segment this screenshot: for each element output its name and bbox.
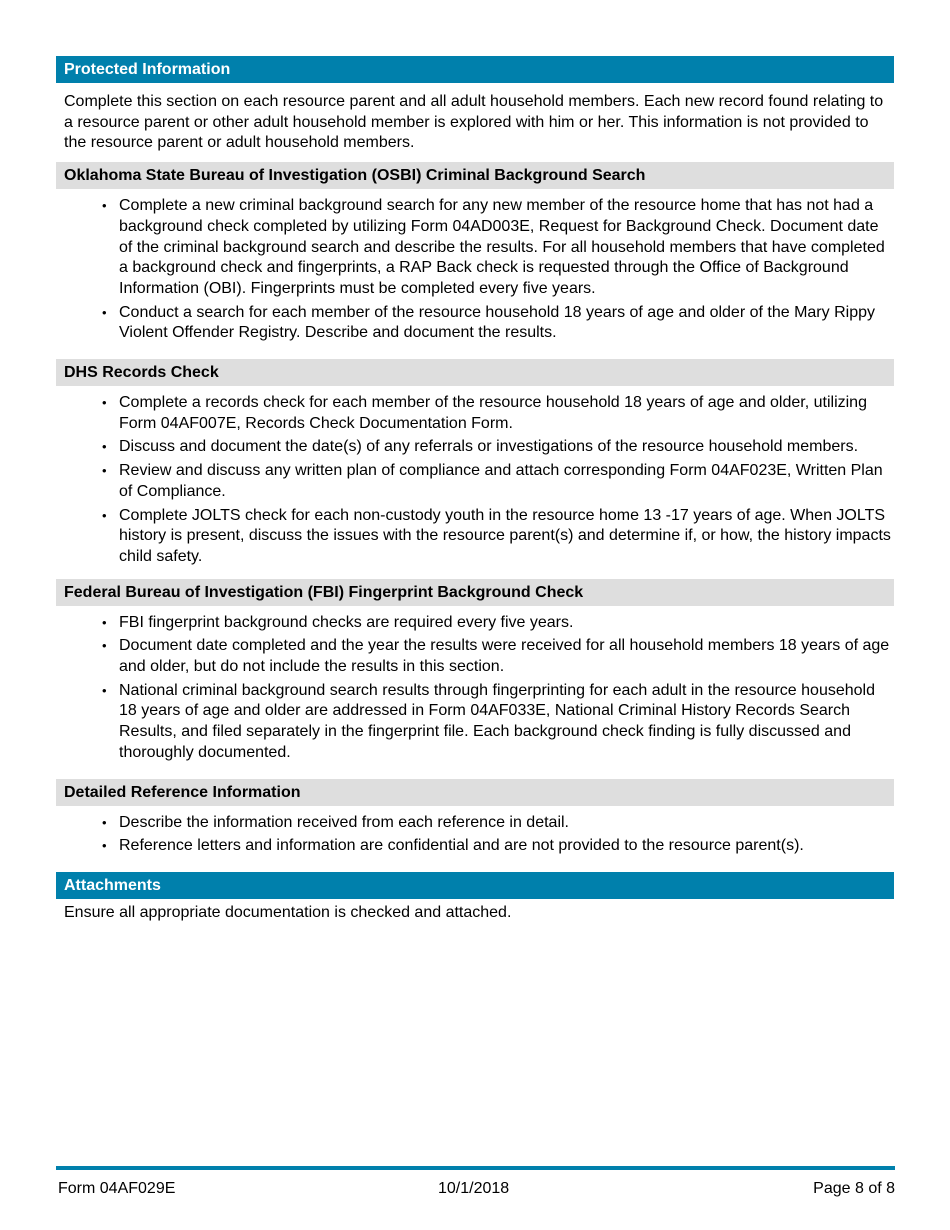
list-item: • Describe the information received from each reference in detail. — [119, 813, 894, 834]
bullet-icon: • — [102, 838, 107, 854]
list-item: • Complete a records check for each member of the resource household 18 years of age and older, utilizing Form 04AF007E, Records Check Documentation Form. — [102, 394, 867, 432]
bullet-icon: • — [102, 439, 107, 455]
list-item: • Complete a new criminal background search for any new member of the resource home that has not had a background check completed by utilizing Form 04AD003E, Request for Background Check. Document date of the criminal background search and describe the results. For all household members that have completed a background check and fingerprints, a RAP Back check is requested through the Office of Background Information (OBI). Fingerprints must be completed every five years. — [102, 197, 885, 297]
footer-divider — [56, 1166, 895, 1170]
list-item: • Document date completed and the year the results were received for all household members 18 years of age and older, but do not include the results in this section. — [102, 637, 890, 676]
subheader-dhs-records-check: DHS Records Check — [56, 359, 894, 386]
bullet-icon: • — [102, 395, 107, 411]
list-item: • Complete JOLTS check for each non-custody youth in the resource home 13 -17 years of age. When JOLTS history is present, discuss the issues with the resource parent(s) and determine if, or how, the history impacts child safety. — [102, 506, 891, 565]
protected-information-text: Complete this section on each resource parent and all adult household members. Each new record found relating to a resource parent or other adult household member is explored with him or her. This information is not provided to the resource parent or adult household members. — [64, 93, 884, 152]
list-item: • National criminal background search results through fingerprinting for each adult in the resource household 18 years of age and older are addressed in Form 04AF033E, National Criminal History Records Search Results, and filed separately in the fingerprint file. Each background check finding is fully discussed and thoroughly documented. — [102, 681, 875, 761]
reference-list — [56, 806, 894, 857]
list-item: • Reference letters and information are confidential and are not provided to the resource parent(s). — [119, 836, 894, 857]
bullet-icon: • — [102, 304, 107, 320]
bullet-icon: • — [102, 198, 107, 214]
footer-form-number: Form 04AF029E — [58, 1180, 176, 1197]
bullet-icon: • — [102, 463, 107, 479]
osbi-list — [56, 189, 894, 344]
bullet-icon: • — [102, 682, 107, 698]
subheader-osbi: Oklahoma State Bureau of Investigation (OSBI) Criminal Background Search — [56, 162, 894, 189]
subheader-fbi-fingerprint: Federal Bureau of Investigation (FBI) Fingerprint Background Check — [56, 579, 894, 606]
bullet-icon: • — [102, 814, 107, 830]
fbi-list — [56, 606, 894, 764]
attachments-text: Ensure all appropriate documentation is checked and attached. — [64, 903, 512, 921]
footer-page-number: Page 8 of 8 — [813, 1180, 895, 1197]
bullet-icon: • — [102, 638, 107, 654]
section-header-protected-information: Protected Information — [56, 56, 894, 83]
list-item: • Conduct a search for each member of the resource household 18 years of age and older of the Mary Rippy Violent Offender Registry. Describe and document the results. — [102, 303, 875, 342]
dhs-list — [56, 386, 894, 568]
bullet-icon: • — [102, 614, 107, 630]
footer-date: 10/1/2018 — [438, 1180, 510, 1197]
list-item: • Discuss and document the date(s) of any referrals or investigations of the resource household members. — [119, 437, 894, 458]
subheader-detailed-reference: Detailed Reference Information — [56, 779, 894, 806]
section-header-attachments: Attachments — [56, 872, 894, 899]
bullet-icon: • — [102, 507, 107, 523]
list-item: • Review and discuss any written plan of compliance and attach corresponding Form 04AF023E, Written Plan of Compliance. — [102, 462, 883, 500]
page-footer — [58, 1178, 895, 1200]
list-item: • FBI fingerprint background checks are required every five years. — [119, 613, 894, 634]
document-page — [56, 56, 894, 924]
